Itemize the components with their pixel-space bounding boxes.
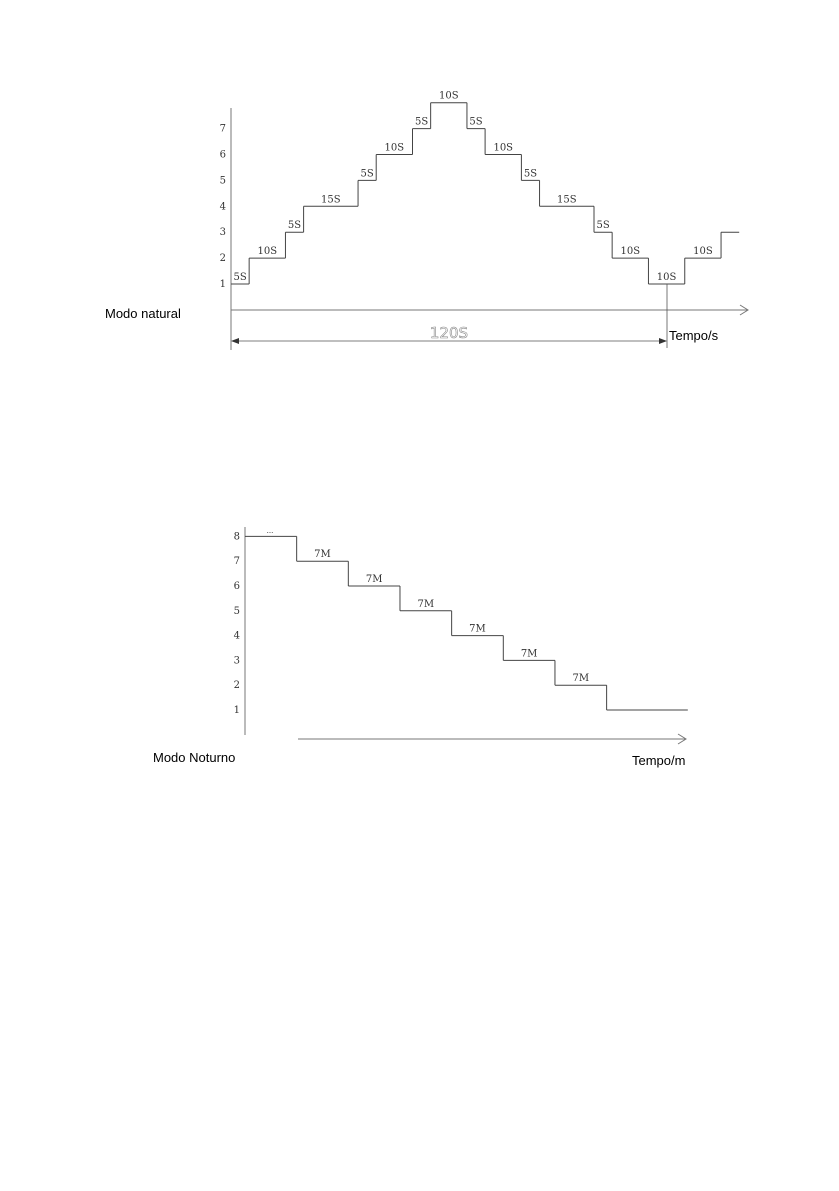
natural-cycle-label: 120S xyxy=(429,324,469,342)
night-step-label: 7M xyxy=(417,598,435,610)
natural-dimension-arrow-left xyxy=(231,338,239,344)
natural-step-label: 10S xyxy=(620,246,641,258)
natural-step-label: 15S xyxy=(321,194,341,206)
night-chart xyxy=(153,527,688,768)
natural-step-label: 5S xyxy=(360,168,374,180)
natural-step-label: 5S xyxy=(233,272,247,283)
night-top-note: ... xyxy=(266,527,274,535)
natural-y-tick: 1 xyxy=(219,279,226,290)
natural-y-tick: 6 xyxy=(219,149,226,161)
natural-y-tick: 4 xyxy=(219,201,226,213)
natural-step-label: 15S xyxy=(556,194,577,206)
natural-y-tick: 5 xyxy=(219,175,226,187)
night-x-label: Tempo/m xyxy=(632,753,686,768)
night-mode-label: Modo Noturno xyxy=(153,750,236,765)
natural-y-tick: 2 xyxy=(219,253,226,265)
night-y-tick: 7 xyxy=(233,556,240,568)
natural-y-tick: 3 xyxy=(219,227,226,239)
natural-x-label: Tempo/s xyxy=(669,328,719,343)
night-step-label: 7M xyxy=(469,623,486,635)
natural-step-label: 10S xyxy=(439,90,459,102)
natural-step-label: 5S xyxy=(414,116,429,128)
night-y-tick: 3 xyxy=(233,655,240,667)
night-y-tick: 6 xyxy=(233,581,240,592)
natural-step-label: 10S xyxy=(257,246,278,258)
night-y-tick: 5 xyxy=(233,605,240,617)
natural-step-label: 5S xyxy=(596,220,610,232)
night-y-tick: 8 xyxy=(233,531,240,543)
natural-step-label: 10S xyxy=(656,272,677,283)
natural-step-label: 5S xyxy=(523,168,538,180)
night-step-label: 7M xyxy=(314,549,331,561)
natural-step-label: 10S xyxy=(384,142,405,154)
night-step-label: 7M xyxy=(572,673,590,685)
night-y-tick: 1 xyxy=(233,705,240,716)
natural-y-tick: 7 xyxy=(219,123,226,135)
natural-chart xyxy=(105,91,748,350)
natural-mode-label: Modo natural xyxy=(105,306,181,321)
night-step-label: 7M xyxy=(365,574,383,585)
natural-dimension-arrow-right xyxy=(659,338,667,344)
natural-step-label: 5S xyxy=(469,116,483,128)
night-y-tick: 2 xyxy=(233,680,240,692)
natural-step-label: 5S xyxy=(287,220,302,232)
natural-step-label: 10S xyxy=(493,142,514,154)
night-y-tick: 4 xyxy=(233,630,240,642)
night-step-label: 7M xyxy=(520,648,538,660)
natural-step-label: 10S xyxy=(693,246,713,258)
